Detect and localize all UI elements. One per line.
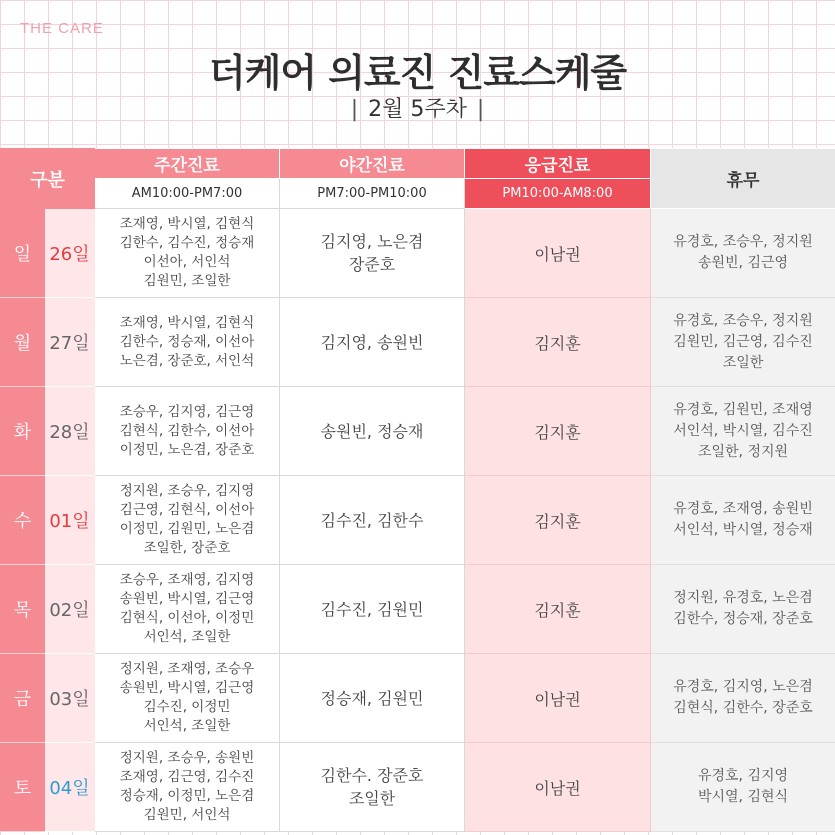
day-doctor-line: 조일한, 장준호 <box>143 540 231 556</box>
emergency-clinic-cell: 김지훈 <box>465 298 651 387</box>
day-doctor-line: 서인석, 조일한 <box>143 629 231 645</box>
night-clinic-cell <box>280 387 465 476</box>
off-doctor-line: 김현식, 김한수, 장준호 <box>673 700 813 716</box>
day-clinic-cell <box>95 743 280 832</box>
schedule-table <box>0 148 835 832</box>
off-doctor-line: 유경호, 조승우, 정지원 <box>673 234 813 250</box>
off-doctor-line: 유경호, 조재영, 송원빈 <box>673 501 813 517</box>
header-day-time: AM10:00-PM7:00 <box>95 179 280 209</box>
subtitle-left-bar: | <box>350 97 359 122</box>
day-clinic-cell <box>95 209 280 298</box>
day-doctor-line: 서인석, 조일한 <box>143 718 231 734</box>
day-doctor-line: 김한수, 정승재, 이선아 <box>119 333 255 350</box>
day-doctor-line: 김한수, 김수진, 정승재 <box>119 235 255 251</box>
subtitle-right-bar: | <box>476 97 485 122</box>
date-cell: 03일 <box>45 654 95 743</box>
weekday-cell: 수 <box>1 476 45 565</box>
weekday-cell: 목 <box>1 565 45 654</box>
date-cell: 01일 <box>45 476 95 565</box>
day-doctor-line: 송원빈, 박시열, 김근영 <box>119 680 255 696</box>
day-clinic-cell <box>95 565 280 654</box>
weekday-cell: 월 <box>1 298 45 387</box>
off-doctor-line: 서인석, 박시열, 정승재 <box>673 522 813 538</box>
header-emergency-time: PM10:00-AM8:00 <box>465 179 651 209</box>
day-doctor-line: 정승재, 이정민, 노은겸 <box>119 788 255 804</box>
night-clinic-cell <box>280 565 465 654</box>
brand-logo-text: THE CARE <box>20 20 104 37</box>
header-night-clinic: 야간진료 <box>280 149 465 179</box>
day-doctor-line: 김원민, 서인석 <box>143 807 231 823</box>
day-doctor-line: 김수진, 이정민 <box>143 699 231 715</box>
day-doctor-line: 조재영, 박시열, 김현식 <box>119 314 255 331</box>
header-gubun: 구분 <box>1 149 95 209</box>
emergency-clinic-cell: 이남권 <box>465 654 651 743</box>
day-clinic-cell <box>95 476 280 565</box>
day-doctor-line: 정지원, 조재영, 조승우 <box>119 661 255 677</box>
weekday-cell: 화 <box>1 387 45 476</box>
day-doctor-line: 이정민, 노은겸, 장준호 <box>119 441 255 458</box>
header-emergency-clinic: 응급진료 <box>465 149 651 179</box>
weekday-cell: 금 <box>1 654 45 743</box>
day-clinic-cell <box>95 387 280 476</box>
night-doctor-line: 김수진, 김원민 <box>320 599 424 619</box>
day-doctor-line: 정지원, 조승우, 송원빈 <box>119 750 255 766</box>
header-night-time: PM7:00-PM10:00 <box>280 179 465 209</box>
night-doctor-line: 조일한 <box>348 789 396 808</box>
header-day-clinic: 주간진료 <box>95 149 280 179</box>
off-doctor-line: 유경호, 김지영 <box>697 768 789 784</box>
emergency-clinic-cell: 이남권 <box>465 743 651 832</box>
schedule-row <box>1 476 835 565</box>
night-doctor-line: 김지영, 노은겸 <box>320 232 424 251</box>
night-doctor-line: 김한수. 장준호 <box>320 766 424 785</box>
off-doctor-line: 유경호, 김원민, 조재영 <box>673 401 813 418</box>
day-doctor-line: 조승우, 김지영, 김근영 <box>119 403 255 420</box>
off-doctor-line: 김원민, 김근영, 김수진 <box>673 333 813 350</box>
day-clinic-cell <box>95 298 280 387</box>
off-doctor-line: 박시열, 김현식 <box>697 789 789 805</box>
day-doctor-line: 이선아, 서인석 <box>143 254 231 270</box>
emergency-clinic-cell: 김지훈 <box>465 476 651 565</box>
night-clinic-cell <box>280 476 465 565</box>
emergency-clinic-cell: 김지훈 <box>465 565 651 654</box>
off-duty-cell <box>651 565 835 654</box>
day-doctor-line: 김현식, 이선아, 이정민 <box>119 610 255 626</box>
day-doctor-line: 김근영, 김현식, 이선아 <box>119 502 255 518</box>
night-doctor-line: 장준호 <box>348 255 396 274</box>
date-cell: 28일 <box>45 387 95 476</box>
schedule-row <box>1 209 835 298</box>
off-doctor-line: 정지원, 유경호, 노은겸 <box>673 590 813 606</box>
emergency-clinic-cell: 김지훈 <box>465 387 651 476</box>
day-doctor-line: 조승우, 조재영, 김지영 <box>119 572 255 588</box>
off-doctor-line: 송원빈, 김근영 <box>697 255 789 271</box>
off-doctor-line: 조일한, 정지원 <box>697 443 789 460</box>
emergency-clinic-cell: 이남권 <box>465 209 651 298</box>
date-cell: 26일 <box>45 209 95 298</box>
day-doctor-line: 김원민, 조일한 <box>143 273 231 289</box>
week-subtitle <box>0 92 835 123</box>
day-clinic-cell <box>95 654 280 743</box>
night-doctor-line: 송원빈, 정승재 <box>320 421 424 441</box>
night-clinic-cell <box>280 298 465 387</box>
schedule-row <box>1 298 835 387</box>
off-duty-cell <box>651 298 835 387</box>
header-off: 휴무 <box>651 149 835 209</box>
night-clinic-cell <box>280 743 465 832</box>
day-doctor-line: 이정민, 김원민, 노은겸 <box>119 521 255 537</box>
schedule-row <box>1 387 835 476</box>
off-doctor-line: 김한수, 정승재, 장준호 <box>673 611 813 627</box>
day-doctor-line: 조재영, 박시열, 김현식 <box>119 216 255 232</box>
off-doctor-line: 서인석, 박시열, 김수진 <box>673 422 813 439</box>
off-doctor-line: 유경호, 조승우, 정지원 <box>673 312 813 329</box>
off-duty-cell <box>651 387 835 476</box>
off-doctor-line: 조일한 <box>722 354 764 371</box>
day-doctor-line: 조재영, 김근영, 김수진 <box>119 769 255 785</box>
date-cell: 02일 <box>45 565 95 654</box>
night-doctor-line: 정승재, 김원민 <box>320 688 424 708</box>
day-doctor-line: 김현식, 김한수, 이선아 <box>119 422 255 439</box>
schedule-row <box>1 743 835 832</box>
night-clinic-cell <box>280 654 465 743</box>
off-duty-cell <box>651 476 835 565</box>
page-title: 더케어 의료진 진료스케줄 <box>208 51 627 95</box>
off-doctor-line: 유경호, 김지영, 노은겸 <box>673 679 813 695</box>
date-cell: 27일 <box>45 298 95 387</box>
weekday-cell: 일 <box>1 209 45 298</box>
off-duty-cell <box>651 209 835 298</box>
off-duty-cell <box>651 743 835 832</box>
schedule-row <box>1 654 835 743</box>
day-doctor-line: 송원빈, 박시열, 김근영 <box>119 591 255 607</box>
date-cell: 04일 <box>45 743 95 832</box>
weekday-cell: 토 <box>1 743 45 832</box>
day-doctor-line: 정지원, 조승우, 김지영 <box>119 483 255 499</box>
night-clinic-cell <box>280 209 465 298</box>
subtitle-text: 2월 5주차 <box>368 97 467 122</box>
night-doctor-line: 김수진, 김한수 <box>320 510 424 530</box>
schedule-row <box>1 565 835 654</box>
day-doctor-line: 노은겸, 장준호, 서인석 <box>119 352 255 369</box>
off-duty-cell <box>651 654 835 743</box>
night-doctor-line: 김지영, 송원빈 <box>320 332 424 352</box>
